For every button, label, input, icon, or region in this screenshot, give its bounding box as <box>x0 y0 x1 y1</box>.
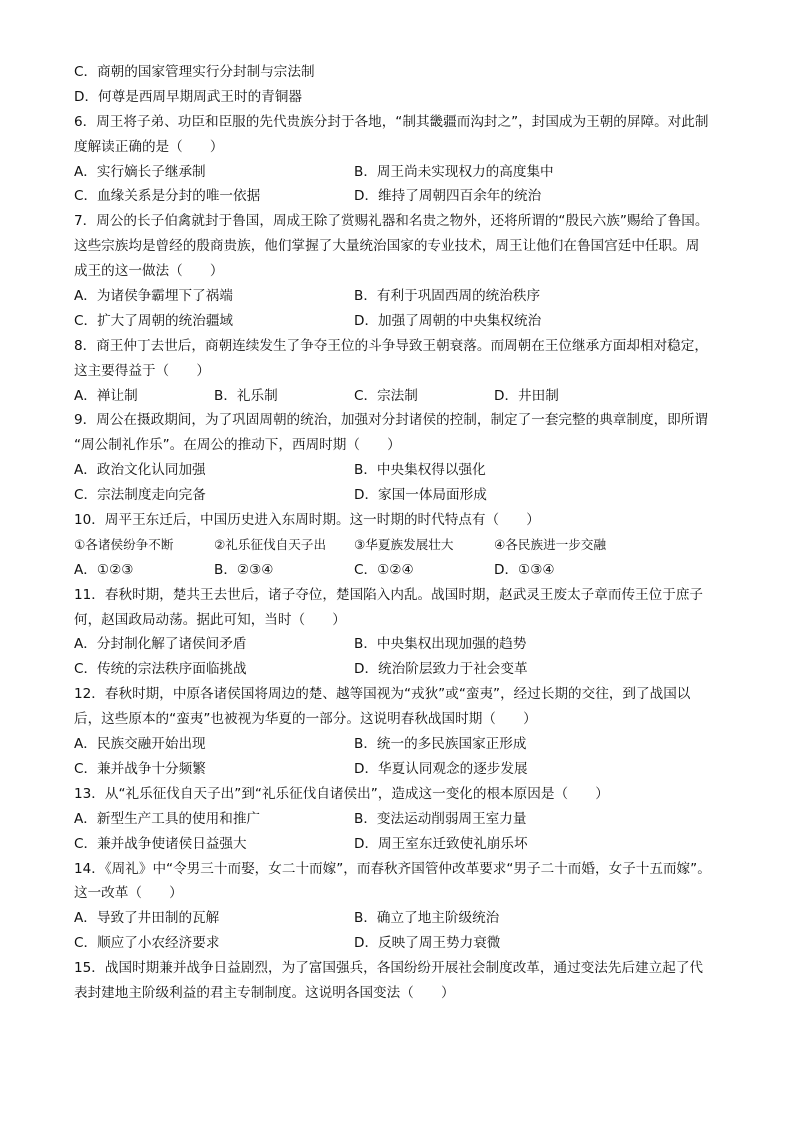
option-row <box>74 807 734 832</box>
answer-option: A．政治文化认同加强 <box>74 462 206 479</box>
answer-option: D．加强了周朝的中央集权统治 <box>354 312 542 329</box>
question-text-line: 成王的这一做法（ ） <box>74 263 224 280</box>
answer-option: B．确立了地主阶级统治 <box>354 910 500 927</box>
answer-option: C．血缘关系是分封的唯一依据 <box>74 188 261 205</box>
answer-option: B．②③④ <box>214 561 274 578</box>
answer-option: B．有利于巩固西周的统治秩序 <box>354 288 541 305</box>
question-text-line: 15．战国时期兼并战争日益剧烈，为了富国强兵，各国纷纷开展社会制度改革，通过变法先后建立起了代 <box>74 960 704 977</box>
option-row <box>74 184 734 209</box>
answer-option: A．新型生产工具的使用和推广 <box>74 810 261 827</box>
answer-option: A．民族交融开始出现 <box>74 736 206 753</box>
option-row <box>74 906 734 931</box>
answer-option: C．兼并战争使诸侯日益强大 <box>74 835 247 852</box>
option-row <box>74 732 734 757</box>
answer-option: A．为诸侯争霸埋下了祸端 <box>74 288 233 305</box>
answer-option: B．中央集权出现加强的趋势 <box>354 636 527 653</box>
option-row <box>74 284 734 309</box>
answer-option: B．变法运动削弱周王室力量 <box>354 810 527 827</box>
option-row <box>74 384 734 409</box>
option-row <box>74 309 734 334</box>
option-row <box>74 832 734 857</box>
answer-option: B．周王尚未实现权力的高度集中 <box>354 163 554 180</box>
answer-option: D．周王室东迁致使礼崩乐坏 <box>354 835 528 852</box>
option-row <box>74 483 734 508</box>
answer-option: A．禅让制 <box>74 387 138 404</box>
option-row <box>74 657 734 682</box>
option-row <box>74 558 734 583</box>
answer-option: B．礼乐制 <box>214 387 278 404</box>
answer-option: B．统一的多民族国家正形成 <box>354 736 527 753</box>
question-text-line: 这些宗族均是曾经的殷商贵族，他们掌握了大量统治国家的专业技术，周王让他们在鲁国宫廷中任职。周 <box>74 238 700 255</box>
answer-option: D．华夏认同观念的逐步发展 <box>354 760 528 777</box>
question-text-line: 10．周平王东迁后，中国历史进入东周时期。这一时期的时代特点有（ ） <box>74 512 540 529</box>
answer-option: D．①③④ <box>494 561 555 578</box>
question-text-line: “周公制礼作乐”。在周公的推动下，西周时期（ ） <box>74 437 401 454</box>
question-text-line: C．商朝的国家管理实行分封制与宗法制 <box>74 64 315 80</box>
question-text-line: 7．周公的长子伯禽就封于鲁国，周成王除了赏赐礼器和名贵之物外，还将所谓的“殷民六族”赐给了鲁国。 <box>74 213 709 230</box>
statement-row <box>74 533 734 558</box>
answer-option: C．①②④ <box>354 561 414 578</box>
option-row <box>74 160 734 185</box>
statement-item: ③华夏族发展壮大 <box>354 536 454 552</box>
statement-item: ④各民族进一步交融 <box>494 536 607 552</box>
option-row <box>74 458 734 483</box>
answer-option: A．导致了井田制的瓦解 <box>74 910 220 927</box>
answer-option: C．宗法制 <box>354 387 418 404</box>
answer-option: D．井田制 <box>494 387 559 404</box>
answer-option: B．中央集权得以强化 <box>354 462 486 479</box>
option-row <box>74 632 734 657</box>
question-text-line: 后，这些原本的“蛮夷”也被视为华夏的一部分。这说明春秋战国时期（ ） <box>74 711 537 728</box>
statement-item: ①各诸侯纷争不断 <box>74 536 174 552</box>
answer-option: C．兼并战争十分频繁 <box>74 760 206 777</box>
question-text-line: 表封建地主阶级利益的君主专制制度。这说明各国变法（ ） <box>74 984 455 1001</box>
exam-page <box>74 60 734 1006</box>
answer-option: C．宗法制度走向完备 <box>74 487 206 504</box>
question-text-line: 13．从“礼乐征伐自天子出”到“礼乐征伐自诸侯出”，造成这一变化的根本原因是（ ） <box>74 785 609 802</box>
statement-item: ②礼乐征伐自天子出 <box>214 536 327 552</box>
answer-option: A．实行嫡长子继承制 <box>74 163 206 180</box>
question-text-line: 9．周公在摄政期间，为了巩固周朝的统治，加强对分封诸侯的控制，制定了一套完整的典章制度，即所谓 <box>74 412 708 429</box>
question-text-line: 12．春秋时期，中原各诸侯国将周边的楚、越等国视为“戎狄”或“蛮夷”，经过长期的交往，到了战国以 <box>74 686 691 703</box>
answer-option: A．①②③ <box>74 561 134 578</box>
question-text-line: D．何尊是西周早期周武王时的青铜器 <box>74 88 302 105</box>
answer-option: C．传统的宗法秩序面临挑战 <box>74 661 247 678</box>
answer-option: A．分封制化解了诸侯间矛盾 <box>74 636 247 653</box>
answer-option: D．反映了周王势力衰微 <box>354 935 501 952</box>
question-text-line: 这一改革（ ） <box>74 885 183 902</box>
answer-option: D．维持了周朝四百余年的统治 <box>354 188 542 205</box>
question-text-line: 这主要得益于（ ） <box>74 362 210 379</box>
question-text-line: 度解读正确的是（ ） <box>74 138 224 155</box>
answer-option: D．家国一体局面形成 <box>354 487 487 504</box>
answer-option: D．统治阶层致力于社会变革 <box>354 661 528 678</box>
question-text-line: 8．商王仲丁去世后，商朝连续发生了争夺王位的斗争导致王朝衰落。而周朝在王位继承方面却相对稳定， <box>74 337 708 354</box>
option-row <box>74 931 734 956</box>
question-text-line: 14．《周礼》中“令男三十而娶，女二十而嫁”，而春秋齐国管仲改革要求“男子二十而婚，女子十五而嫁”。 <box>74 860 711 877</box>
option-row <box>74 757 734 782</box>
question-text-line: 11．春秋时期，楚共王去世后，诸子夺位，楚国陷入内乱。战国时期，赵武灵王废太子章而传王位于庶子 <box>74 586 704 603</box>
question-text-line: 何，赵国政局动荡。据此可知，当时（ ） <box>74 611 346 628</box>
answer-option: C．扩大了周朝的统治疆域 <box>74 312 234 329</box>
answer-option: C．顺应了小农经济要求 <box>74 935 220 952</box>
question-text-line: 6．周王将子弟、功臣和臣服的先代贵族分封于各地，“制其畿疆而沟封之”，封国成为王朝的屏障。对此制 <box>74 113 709 130</box>
